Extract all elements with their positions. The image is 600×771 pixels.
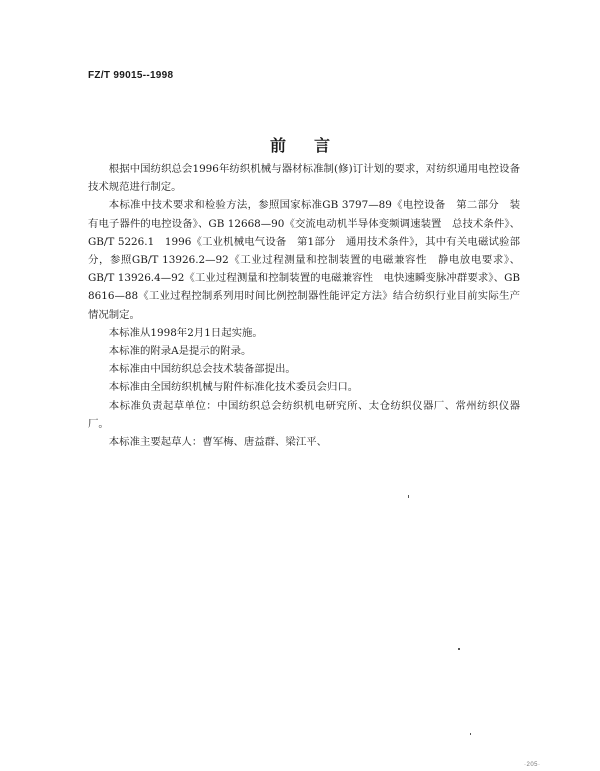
page-number: ·205·: [524, 762, 541, 768]
paragraph-proposer: 本标准由中国纺织总会技术装备部提出。: [108, 363, 296, 376]
paragraph-drafters: 本标准主要起草人：曹军梅、唐益群、梁江平、: [108, 436, 327, 449]
paragraph-references: 本标准中技术要求和检验方法，参照国家标准GB 3797—89《电控设备 第二部分 装有电子器件的电控设备》、GB 12668—90《交流电动机半导体变频调速装置 总技术条件》、GB/T 5226.1 1996《工业机械电气设备 第1部分 通用技术条件》，其中有关电磁试验部分，参照GB/T 13926.2—92《工业过程测量和控制装置的电磁兼容性 静电放电要求》、GB/T 13926.4—92《工业过程测量和控制装置的电磁兼容性 电快速瞬变脉冲群要求》、GB 8616—88《工业过程控制系列用时间比例控制器性能评定方法》结合纺织行业目前实际生产情况制定。: [88, 199, 520, 321]
paragraph-drafting-units: 本标准负责起草单位：中国纺织总会纺织机电研究所、太仓纺织仪器厂、常州纺织仪器厂。: [88, 399, 520, 430]
scan-speck: [458, 648, 460, 650]
paragraph-appendix: 本标准的附录A是提示的附录。: [108, 345, 252, 358]
paragraph-committee: 本标准由全国纺织机械与附件标准化技术委员会归口。: [108, 381, 359, 394]
scan-speck: [470, 733, 471, 735]
preface-body: [88, 160, 520, 451]
paragraph-plan: 根据中国纺织总会1996年纺织机械与器材标准制(修)订计划的要求，对纺织通用电控设备技术规范进行制定。: [88, 163, 520, 194]
paragraph-effective-date: 本标准从1998年2月1日起实施。: [108, 326, 263, 339]
scan-speck: [408, 495, 409, 498]
page-title: 前言: [269, 136, 358, 155]
standard-code: FZ/T 99015--1998: [88, 70, 174, 81]
